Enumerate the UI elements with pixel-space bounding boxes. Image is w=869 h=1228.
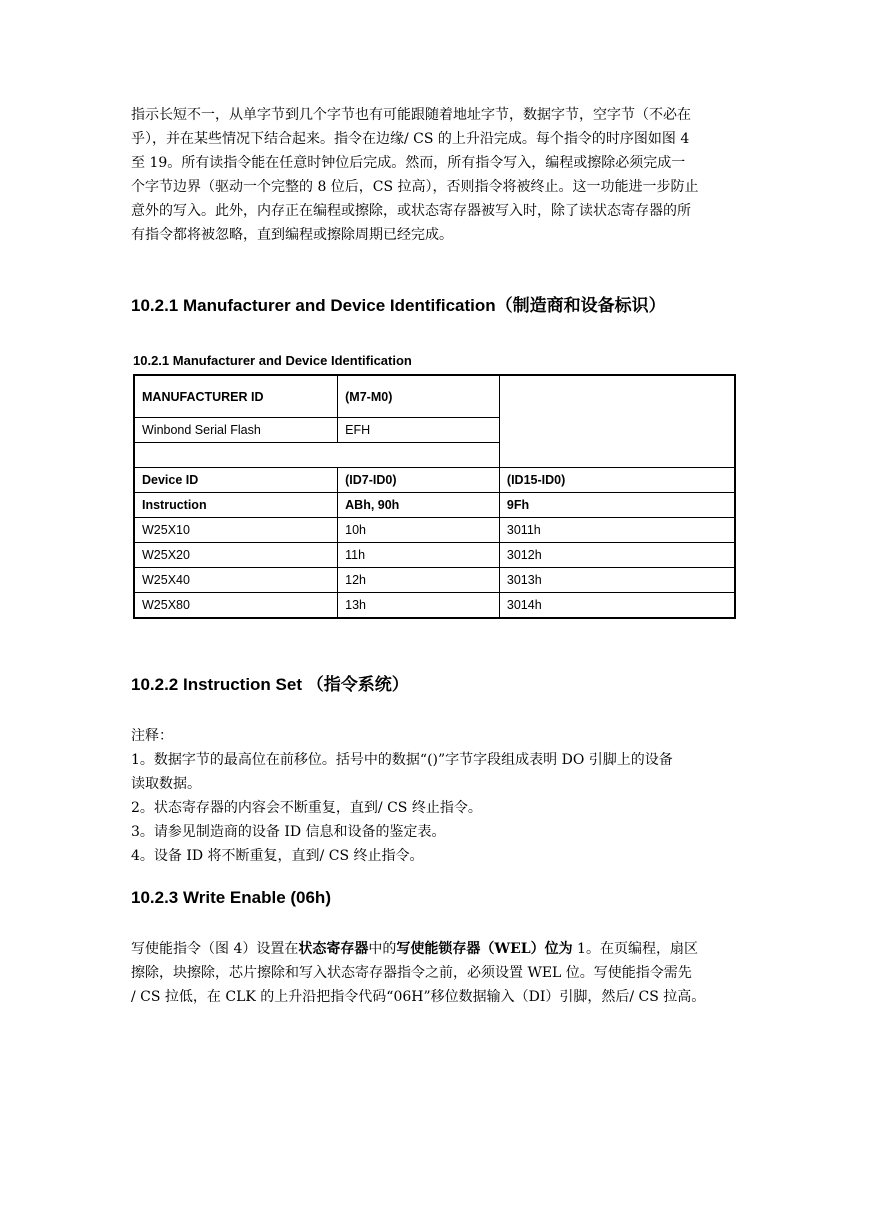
table-row [134,493,735,518]
table-cell: 10h [338,518,500,543]
table-cell: MANUFACTURER ID [134,375,338,418]
write-enable-paragraph [131,937,741,1009]
table-caption: 10.2.1 Manufacturer and Device Identification [133,353,412,368]
table-cell: 9Fh [499,493,735,518]
table-cell-empty [134,443,499,468]
intro-paragraph [131,103,741,247]
table-cell: (ID15-ID0) [499,468,735,493]
text-run: 中的 [368,941,397,957]
table-cell-empty [499,375,735,468]
table-cell: (ID7-ID0) [338,468,500,493]
paragraph-line: 擦除，块擦除，芯片擦除和写入状态寄存器指令之前，必须设置 WEL 位。写使能指令需先 [131,965,692,981]
intro-line: 个字节边界（驱动一个完整的 8 位后，CS 拉高），否则指令将被终止。这一功能进一步防止 [131,179,699,195]
table-cell: W25X40 [134,568,338,593]
table-cell: W25X10 [134,518,338,543]
table-cell: EFH [338,418,500,443]
text-run-bold: 状态寄存器 [298,941,369,957]
table-cell: Instruction [134,493,338,518]
paragraph-line: / CS 拉低，在 CLK 的上升沿把指令代码“06H”移位数据输入（DI）引脚，然后/ CS 拉高。 [131,989,706,1005]
table-cell: 13h [338,593,500,619]
table-cell: Winbond Serial Flash [134,418,338,443]
section-heading-10-2-1: 10.2.1 Manufacturer and Device Identification（制造商和设备标识） [131,296,666,315]
section-heading-10-2-2: 10.2.2 Instruction Set （指令系统） [131,675,409,694]
table-row [134,518,735,543]
identification-table [133,374,736,619]
note-line: 2。状态寄存器的内容会不断重复，直到/ CS 终止指令。 [131,800,482,816]
table-cell: (M7-M0) [338,375,500,418]
table-cell: 3013h [499,568,735,593]
text-run: 1。在页编程，扇区 [572,941,698,957]
notes-block [131,724,741,868]
note-line: 1。数据字节的最高位在前移位。括号中的数据“()”字节字段组成表明 DO 引脚上的设备 [131,752,673,768]
table-cell: Device ID [134,468,338,493]
table-row [134,468,735,493]
paragraph-line [131,937,741,961]
text-run-bold: 写使能锁存器（WEL）位为 [396,941,573,957]
table-cell: W25X80 [134,593,338,619]
table-cell: 11h [338,543,500,568]
table-row [134,375,735,418]
intro-line: 乎），并在某些情况下结合起来。指令在边缘/ CS 的上升沿完成。每个指令的时序图如图 4 [131,131,690,147]
text-run: 写使能指令（图 4）设置在 [131,941,299,957]
section-heading-10-2-3: 10.2.3 Write Enable (06h) [131,888,331,907]
table-cell: 12h [338,568,500,593]
table-row [134,593,735,619]
note-line: 3。请参见制造商的设备 ID 信息和设备的鉴定表。 [131,824,446,840]
table-cell: ABh, 90h [338,493,500,518]
note-line: 4。设备 ID 将不断重复，直到/ CS 终止指令。 [131,848,424,864]
table-cell: 3014h [499,593,735,619]
intro-line: 指示长短不一，从单字节到几个字节也有可能跟随着地址字节，数据字节，空字节（不必在 [131,107,691,123]
intro-line: 意外的写入。此外，内存正在编程或擦除，或状态寄存器被写入时，除了读状态寄存器的所 [131,203,691,219]
table-row [134,568,735,593]
table-cell: 3012h [499,543,735,568]
table-row [134,543,735,568]
note-line: 读取数据。 [131,776,201,792]
table-cell: 3011h [499,518,735,543]
table-cell: W25X20 [134,543,338,568]
notes-title: 注释： [131,728,173,744]
intro-line: 至 19。所有读指令能在任意时钟位后完成。然而，所有指令写入，编程或擦除必须完成一 [131,155,686,171]
intro-line: 有指令都将被忽略，直到编程或擦除周期已经完成。 [131,227,453,243]
